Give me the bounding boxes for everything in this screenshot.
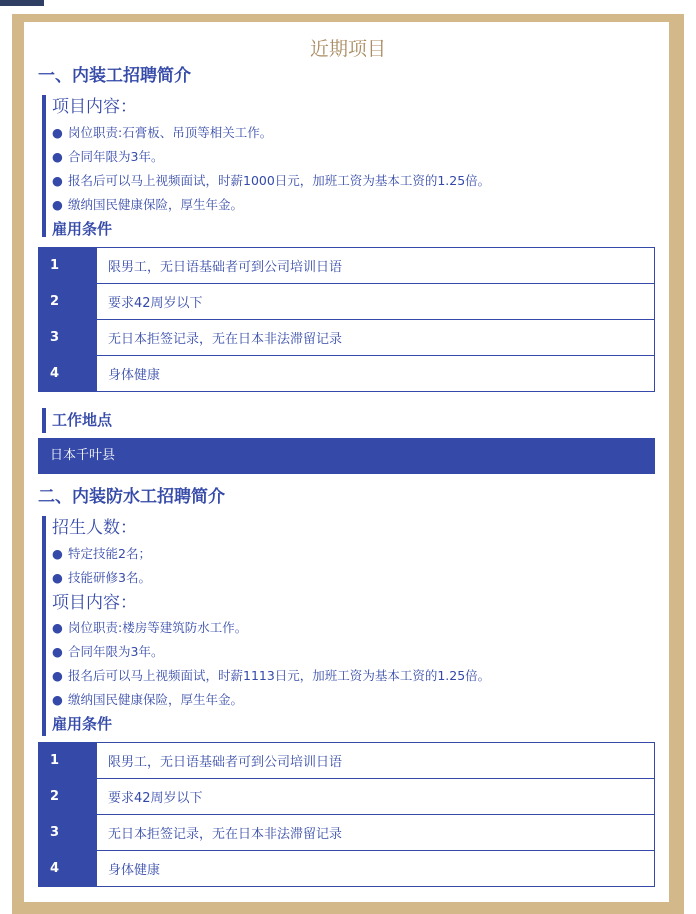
- table-row: [39, 815, 655, 851]
- bullet-icon: ●: [52, 620, 63, 635]
- row-number: 3: [39, 815, 97, 851]
- list-item: ● 合同年限为3年。: [52, 149, 164, 164]
- row-text: 限男工，无日语基础者可到公司培训日语: [97, 248, 655, 284]
- row-number: 2: [39, 779, 97, 815]
- row-text: 限男工，无日语基础者可到公司培训日语: [97, 743, 655, 779]
- location-label: 工作地点: [52, 411, 113, 429]
- table-row: [39, 851, 655, 887]
- row-text: 身体健康: [97, 851, 655, 887]
- row-text: 无日本拒签记录，无在日本非法滞留记录: [97, 815, 655, 851]
- bullet-icon: ●: [52, 570, 63, 585]
- row-text: 无日本拒签记录，无在日本非法滞留记录: [97, 320, 655, 356]
- row-number: 3: [39, 320, 97, 356]
- bullet-icon: ●: [52, 668, 63, 683]
- section1-conditions-label: 雇用条件: [52, 220, 113, 238]
- bullet-icon: ●: [52, 173, 63, 188]
- section2-content-label: 项目内容：: [52, 593, 137, 613]
- bullet-icon: ●: [52, 644, 63, 659]
- row-number: 1: [39, 743, 97, 779]
- bullet-icon: ●: [52, 125, 63, 140]
- location-value: 日本千叶县: [38, 438, 655, 474]
- bullet-icon: ●: [52, 546, 63, 561]
- section1-conditions-table: [38, 247, 655, 392]
- row-number: 4: [39, 851, 97, 887]
- row-number: 2: [39, 284, 97, 320]
- list-item: ● 岗位职责:石膏板、吊顶等相关工作。: [52, 125, 273, 140]
- table-row: [39, 743, 655, 779]
- location-accent-bar: [42, 408, 46, 433]
- row-text: 要求42周岁以下: [97, 779, 655, 815]
- list-item: ● 报名后可以马上视频面试，时薪1113日元，加班工资为基本工资的1.25倍。: [52, 668, 491, 683]
- section1-heading: 一、内装工招聘简介: [38, 66, 191, 86]
- row-number: 4: [39, 356, 97, 392]
- corner-tab: [0, 0, 44, 6]
- list-item: ● 特定技能2名；: [52, 546, 151, 561]
- list-item: ● 岗位职责:楼房等建筑防水工作。: [52, 620, 248, 635]
- section2-heading: 二、内装防水工招聘简介: [38, 487, 225, 507]
- section2-conditions-table: [38, 742, 655, 887]
- bullet-icon: ●: [52, 197, 63, 212]
- table-row: [39, 284, 655, 320]
- table-row: [39, 779, 655, 815]
- list-item: ● 报名后可以马上视频面试，时薪1000日元，加班工资为基本工资的1.25倍。: [52, 173, 491, 188]
- list-item: ● 缴纳国民健康保险，厚生年金。: [52, 692, 244, 707]
- section2-recruit-label: 招生人数：: [52, 518, 137, 538]
- section2-conditions-label: 雇用条件: [52, 715, 113, 733]
- row-number: 1: [39, 248, 97, 284]
- section1-content-label: 项目内容：: [52, 97, 137, 117]
- section1-accent-bar: [42, 95, 46, 237]
- list-item: ● 合同年限为3年。: [52, 644, 164, 659]
- section2-accent-bar: [42, 516, 46, 736]
- row-text: 要求42周岁以下: [97, 284, 655, 320]
- bullet-icon: ●: [52, 692, 63, 707]
- page-title: 近期项目: [309, 38, 386, 60]
- list-item: ● 缴纳国民健康保险，厚生年金。: [52, 197, 244, 212]
- row-text: 身体健康: [97, 356, 655, 392]
- table-row: [39, 248, 655, 284]
- bullet-icon: ●: [52, 149, 63, 164]
- table-row: [39, 356, 655, 392]
- table-row: [39, 320, 655, 356]
- list-item: ● 技能研修3名。: [52, 570, 151, 585]
